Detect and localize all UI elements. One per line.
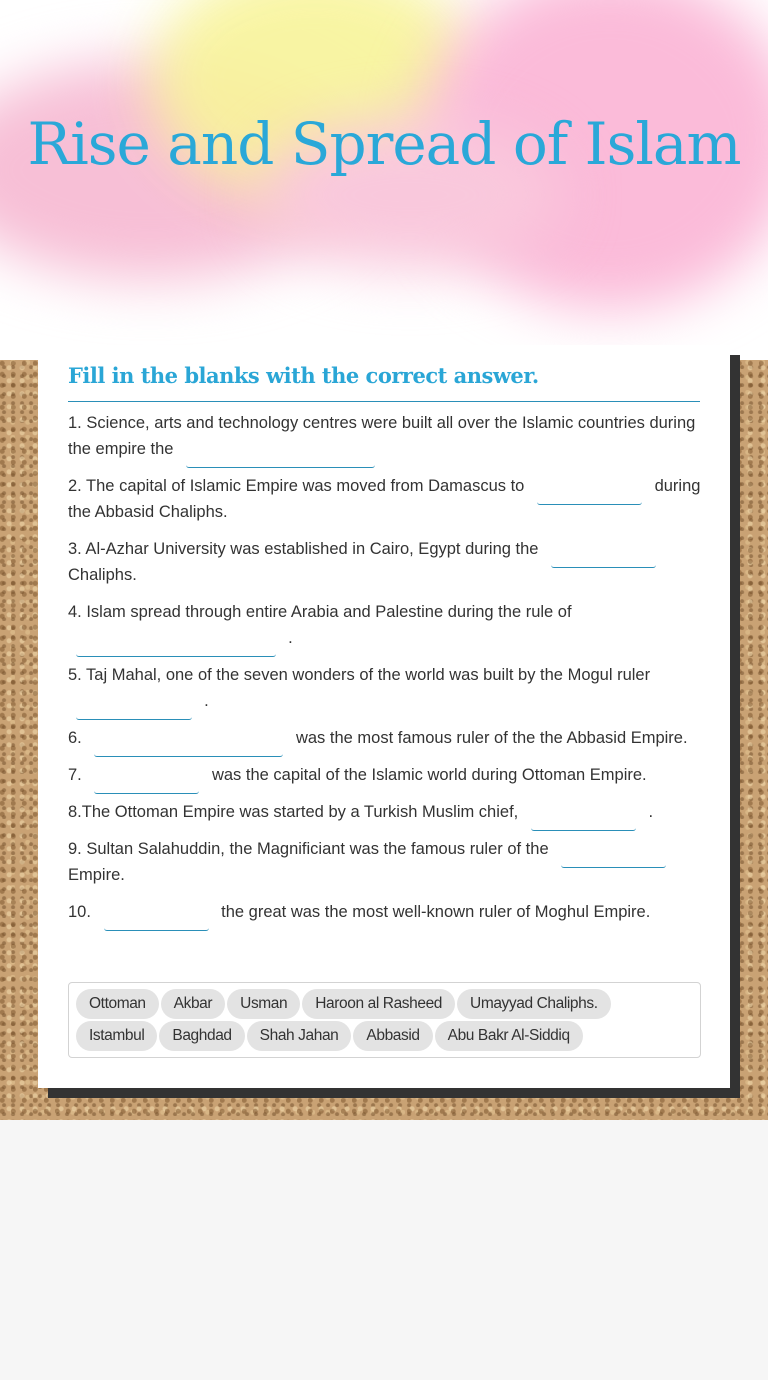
question-list [68,410,703,936]
page-title: Rise and Spread of Islam [27,110,741,178]
answer-blank[interactable] [94,734,283,757]
question-text-after: Empire. [68,866,125,884]
answer-blank[interactable] [94,771,199,794]
question-text: 7. [68,766,82,784]
worksheet-card [38,345,730,1088]
question-5 [68,662,703,714]
answer-blank[interactable] [76,697,192,720]
question-text: 1. Science, arts and technology centres were built all over the Islamic countries during the empire the [68,414,696,458]
word-chip[interactable]: Haroon al Rasheed [302,989,455,1019]
answer-blank[interactable] [186,445,375,468]
question-text: 10. [68,903,91,921]
question-text: 8.The Ottoman Empire was started by a Turkish Muslim chief, [68,803,519,821]
word-chip[interactable]: Akbar [161,989,226,1019]
question-text: 5. Taj Mahal, one of the seven wonders of the world was built by the Mogul ruler [68,666,651,684]
word-chip[interactable]: Umayyad Chaliphs. [457,989,611,1019]
word-chip[interactable]: Shah Jahan [247,1021,352,1051]
question-text: 9. Sultan Salahuddin, the Magnificiant was the famous ruler of the [68,840,549,858]
question-text-after: . [288,629,293,647]
answer-blank[interactable] [104,908,209,931]
question-3 [68,536,703,588]
word-chip[interactable]: Abu Bakr Al-Siddiq [435,1021,583,1051]
word-chip[interactable]: Istambul [76,1021,157,1051]
question-text-after: the great was the most well-known ruler of Moghul Empire. [221,903,651,921]
word-chip[interactable]: Ottoman [76,989,159,1019]
question-text: 4. Islam spread through entire Arabia and Palestine during the rule of [68,603,572,621]
answer-blank[interactable] [531,808,636,831]
question-9 [68,836,703,888]
question-8 [68,799,703,825]
word-chip[interactable]: Baghdad [159,1021,244,1051]
question-2 [68,473,703,525]
question-text: 2. The capital of Islamic Empire was moved from Damascus to [68,477,525,495]
question-text-after: was the most famous ruler of the the Abbasid Empire. [295,729,688,747]
question-text-after: during the Abbasid Chaliphs. [68,477,701,521]
question-text-after: Chaliphs. [68,566,137,584]
header-banner [0,0,768,360]
question-text: 3. Al-Azhar University was established in Cairo, Egypt during the [68,540,539,558]
question-text-after: . [204,692,209,710]
question-text-after: . [648,803,654,821]
question-text-after: was the capital of the Islamic world during Ottoman Empire. [211,766,647,784]
answer-blank[interactable] [76,634,276,657]
word-chip[interactable]: Usman [227,989,300,1019]
question-4 [68,599,703,651]
instructions-heading: Fill in the blanks with the correct answer. [68,363,539,388]
question-10 [68,899,703,925]
answer-blank[interactable] [561,845,666,868]
word-bank [68,982,701,1058]
question-6 [68,725,703,751]
word-chip[interactable]: Abbasid [353,1021,432,1051]
question-1 [68,410,703,462]
divider [68,401,700,402]
question-text: 6. [68,729,82,747]
answer-blank[interactable] [537,482,642,505]
question-7 [68,762,703,788]
answer-blank[interactable] [551,545,656,568]
